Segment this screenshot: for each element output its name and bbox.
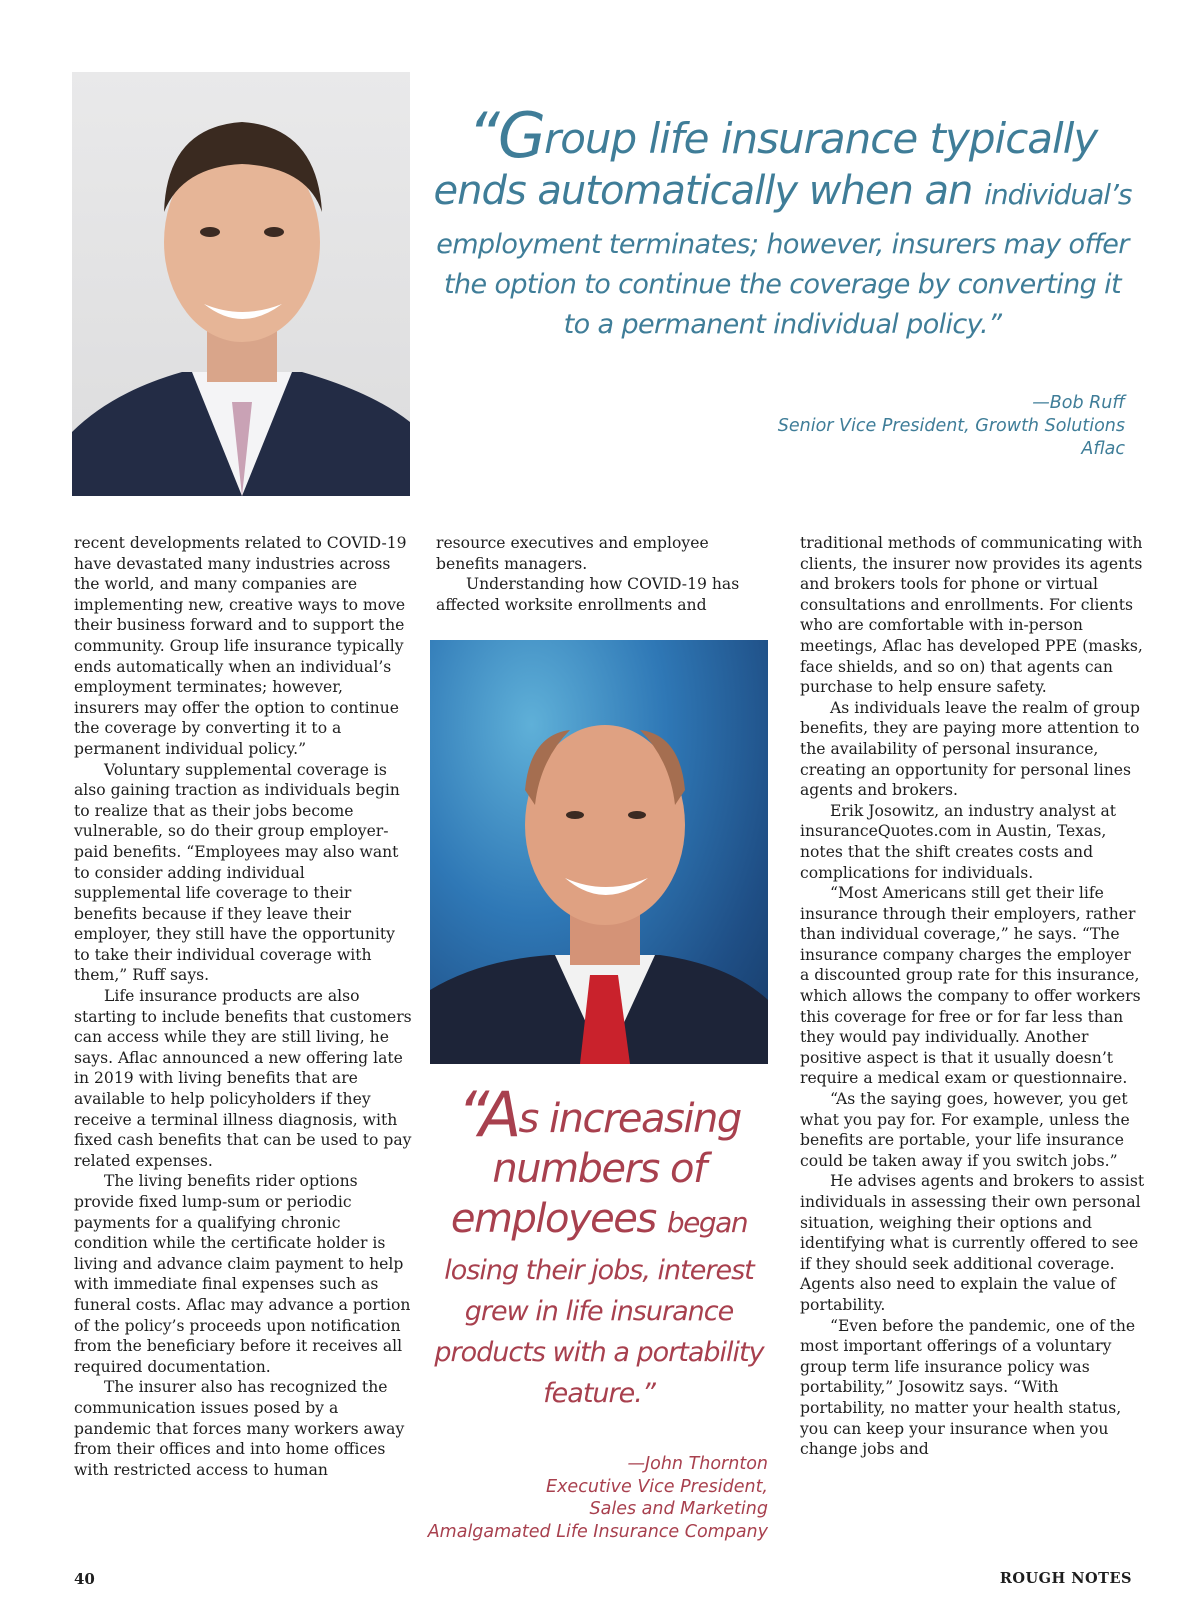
pull-quote-1-attribution xyxy=(525,392,1125,461)
portrait-john-thornton xyxy=(430,640,768,1064)
paragraph: The insurer also has recognized the communication issues posed by a pandemic that forces many workers away from their offices and into home offices with restricted access to human xyxy=(74,1378,405,1479)
paragraph: “Most Americans still get their life insurance through their employers, rather than individual coverage,” he says. “The insurance company charges the employer a discounted group rate for this insurance, which allows the company to offer workers this coverage for free or for far less than they would pay individually. Another positive aspect is that it usually doesn’t require a medical exam or questionnaire. xyxy=(800,884,1141,1088)
article-column-3 xyxy=(800,533,1145,1460)
paragraph: He advises agents and brokers to assist individuals in assessing their own personal situation, weighing their options and identifying what is currently offered to see if they should seek additional coverage. Agents also need to explain the value of portability. xyxy=(800,1172,1145,1314)
pull-quote-bob-ruff xyxy=(430,99,1135,345)
paragraph: “As the saying goes, however, you get what you pay for. For example, unless the benefits are portable, your life insurance could be taken away if you switch jobs.” xyxy=(800,1090,1130,1170)
paragraph: Erik Josowitz, an industry analyst at insuranceQuotes.com in Austin, Texas, notes that the shift creates costs and complications for individuals. xyxy=(800,801,1117,882)
attribution-name: —John Thornton xyxy=(627,1454,768,1474)
portrait-bob-ruff-image xyxy=(72,72,410,496)
pull-quote-2-line1-text: s increasing xyxy=(518,1096,741,1142)
pull-quote-1-line2-small: individual’s xyxy=(984,178,1132,211)
pull-quote-2-line1 xyxy=(430,1078,768,1151)
pull-quote-1-line2 xyxy=(430,165,1135,221)
attribution-company: Aflac xyxy=(1081,439,1125,459)
page-number: 40 xyxy=(74,1570,95,1588)
article-column-1 xyxy=(74,533,412,1480)
pull-quote-2-attribution xyxy=(410,1453,768,1543)
paragraph: “Even before the pandemic, one of the most important offerings of a voluntary group term life insurance policy was portability,” Josowitz says. “With portability, no matter your health status, you can keep your insurance when you change jobs and xyxy=(800,1316,1136,1459)
pull-quote-1-line1-text: roup life insurance typically xyxy=(543,114,1098,163)
paragraph: Life insurance products are also starting to include benefits that customers can access while they are still living, he says. Aflac announced a new offering late in 2019 with living benefits that are available to help policyholders if they receive a terminal illness diagnosis, with fixed cash benefits that can be used to pay related expenses. xyxy=(74,987,412,1170)
attribution-title-line2: Sales and Marketing xyxy=(589,1499,768,1519)
paragraph: As individuals leave the realm of group benefits, they are paying more attention to the availability of personal insurance, creating an opportunity for personal lines agents and brokers. xyxy=(800,698,1140,800)
magazine-name: ROUGH NOTES xyxy=(999,1570,1132,1587)
attribution-title: Senior Vice President, Growth Solutions xyxy=(777,416,1125,436)
pull-quote-1-rest: employment terminates; however, insurers may offer the option to continue the coverage by converting it to a permanent individual policy.” xyxy=(436,229,1129,340)
pull-quote-john-thornton xyxy=(430,1078,768,1414)
paragraph: resource executives and employee benefits managers. xyxy=(436,534,709,573)
attribution-title-line1: Executive Vice President, xyxy=(546,1476,768,1497)
article-column-2 xyxy=(436,533,772,615)
paragraph: Understanding how COVID-19 has affected worksite enrollments and xyxy=(436,575,740,614)
pull-quote-2-line3-text: employees xyxy=(450,1196,656,1242)
paragraph: The living benefits rider options provide fixed lump-sum or periodic payments for a qualifying chronic condition while the certificate holder is living and advance claim payment to help with immediate final expenses such as funeral costs. Aflac may advance a portion of the policy’s proceeds upon notification from the beneficiary before it receives all required documentation. xyxy=(74,1172,411,1376)
pull-quote-1-line2-text: ends automatically when an xyxy=(433,168,973,214)
pull-quote-2-line3-small: began xyxy=(666,1206,748,1239)
pull-quote-1-line1 xyxy=(430,99,1135,172)
pull-quote-2-dropquote: “A xyxy=(457,1078,519,1151)
pull-quote-2-line2: numbers of xyxy=(492,1146,706,1192)
portrait-john-thornton-image xyxy=(430,640,768,1064)
pull-quote-2-line3 xyxy=(430,1194,768,1248)
paragraph: Voluntary supplemental coverage is also gaining traction as individuals begin to realize that as their jobs become vulnerable, so do their group employer-paid benefits. “Employees may also want to consider adding individual supplemental life coverage to their benefits because if they leave their employer, they still have the opportunity to take their individual coverage with them,” Ruff says. xyxy=(74,760,400,985)
pull-quote-2-rest: losing their jobs, interest grew in life insurance products with a portability feature.” xyxy=(434,1255,764,1409)
paragraph: recent developments related to COVID-19 have devastated many industries across the world, and many companies are implementing new, creative ways to move their business forward and to support the community. Group life insurance typically ends automatically when an individual’s employment terminates; however, insurers may offer the option to continue the coverage by converting it to a permanent individual policy.” xyxy=(74,534,407,758)
attribution-name: —Bob Ruff xyxy=(1032,393,1125,413)
attribution-company: Amalgamated Life Insurance Company xyxy=(427,1521,768,1542)
pull-quote-1-dropquote: “G xyxy=(467,99,544,172)
portrait-bob-ruff xyxy=(72,72,410,496)
paragraph: traditional methods of communicating with clients, the insurer now provides its agents and brokers tools for phone or virtual consultations and enrollments. For clients who are comfortable with in-person meetings, Aflac has developed PPE (masks, face shields, and so on) that agents can purchase to help ensure safety. xyxy=(800,534,1143,697)
